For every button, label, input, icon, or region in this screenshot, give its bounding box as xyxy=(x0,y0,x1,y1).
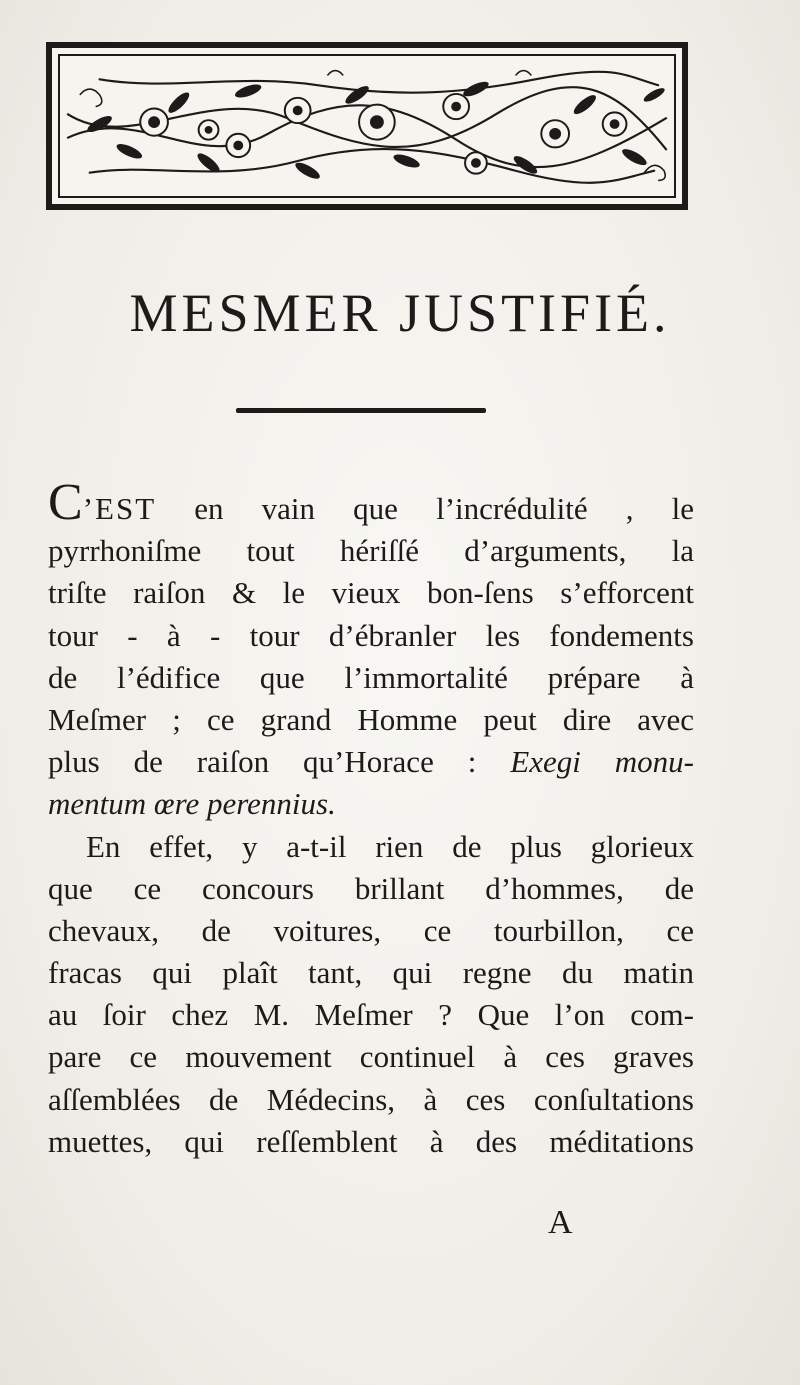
text-line: En effet, y a-t-il rien de plus glorieux xyxy=(86,828,694,864)
page-title: MESMER JUSTIFIÉ. xyxy=(129,283,671,343)
drop-cap: C xyxy=(48,474,83,531)
text-line: au ſoir chez M. Meſmer ? Que l’on com- xyxy=(48,997,694,1033)
text-line: de l’édifice que l’immortalité prépare à xyxy=(48,659,694,695)
text-line: pyrrhoniſme tout hériſſé d’arguments, la xyxy=(48,533,694,569)
latin-quote-continued: mentum œre perennius. xyxy=(48,786,336,822)
text-line-content: en vain que l’incrédulité , le xyxy=(156,491,694,526)
body-text xyxy=(48,474,694,1163)
text-line-roman: plus de raiſon qu’Horace : xyxy=(48,744,511,780)
text-line: chevaux, de voitures, ce tourbillon, ce xyxy=(48,912,694,948)
text-line: fracas qui plaît tant, qui regne du matin xyxy=(48,955,694,991)
text-line: Meſmer ; ce grand Homme peut dire avec xyxy=(48,701,694,737)
latin-quote: Exegi monu- xyxy=(510,744,694,780)
text-line: tour - à - tour d’ébranler les fondements xyxy=(48,617,694,653)
text-line: pare ce mouvement continuel à ces graves xyxy=(48,1039,694,1075)
text-line: muettes, qui reſſemblent à des méditations xyxy=(48,1123,694,1159)
text-line: triſte raiſon & le vieux bon-ſens s’efforcent xyxy=(48,575,694,611)
title-rule xyxy=(236,408,486,413)
first-word-smallcaps: ’EST xyxy=(82,491,157,526)
text-line xyxy=(48,474,694,531)
catchword-signature: A xyxy=(548,1204,573,1241)
floral-vine-icon xyxy=(60,56,674,196)
text-line xyxy=(48,741,694,783)
text-line: que ce concours brillant d’hommes, de xyxy=(48,870,694,906)
floral-headpiece-ornament xyxy=(46,42,688,210)
text-line: aſſemblées de Médecins, à ces conſultations xyxy=(48,1081,694,1117)
